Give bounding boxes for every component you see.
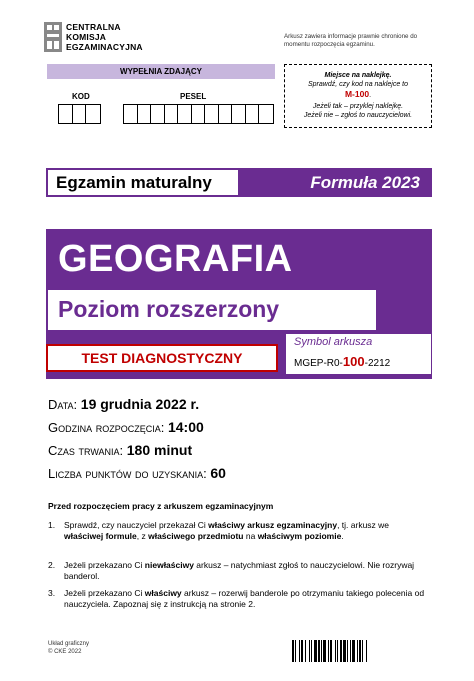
date-value: 19 grudnia 2022 r. <box>80 396 200 412</box>
exam-bar <box>46 168 432 197</box>
legal-notice: Arkusz zawiera informacje prawnie chronione do momentu rozpoczęcia egzaminu. <box>284 33 418 48</box>
instruction-item <box>48 520 428 542</box>
text: arkusz – natychmiast zgłoś to nauczycielowi. Nie rozrywaj banderol. <box>64 560 415 581</box>
text: na <box>243 531 258 541</box>
fill-in-header: WYPEŁNIA ZDAJĄCY <box>47 64 275 79</box>
text-bold: właściwy <box>144 588 182 598</box>
logo-line: CENTRALNA <box>66 22 121 32</box>
duration-value: 180 minut <box>126 442 193 458</box>
text: , tj. arkusz we <box>337 520 390 530</box>
subject-title: GEOGRAFIA <box>58 238 293 280</box>
symbol-label: Symbol arkusza <box>294 336 373 348</box>
cke-logo-icon <box>44 22 62 52</box>
footer-line: © CKE 2022 <box>48 648 82 655</box>
time-line <box>48 419 204 435</box>
symbol-mid: 100 <box>342 354 365 369</box>
exam-formula: Formuła 2023 <box>238 170 430 195</box>
points-value: 60 <box>210 465 226 481</box>
sticker-title: Miejsce na naklejkę. <box>324 72 392 79</box>
footer-line: Układ graficzny <box>48 641 90 647</box>
instructions-title: Przed rozpoczęciem pracy z arkuszem egzaminacyjnym <box>48 501 274 511</box>
text: Jeżeli przekazano Ci <box>64 560 145 570</box>
level-text: Poziom rozszerzony <box>58 296 280 322</box>
instruction-number: 3. <box>48 588 56 598</box>
duration-line <box>48 442 192 458</box>
text: Sprawdź, czy nauczyciel przekazał Ci <box>64 520 209 530</box>
symbol-suffix: -2212 <box>364 358 391 369</box>
symbol-prefix: MGEP-R0- <box>294 358 343 369</box>
time-value: 14:00 <box>167 419 204 435</box>
sticker-code-suffix: . <box>369 92 372 99</box>
exam-name: Egzamin maturalny <box>48 170 238 195</box>
text: , z <box>136 531 149 541</box>
sticker-area <box>284 64 432 128</box>
text: . <box>341 531 344 541</box>
sticker-check: Sprawdź, czy kod na naklejce to <box>308 81 408 88</box>
footer <box>48 641 89 656</box>
text: arkusz – rozerwij banderole po otrzymaniu takiego polecenia od nauczyciela. Zapoznaj się z instrukcją na stronie 2. <box>64 588 425 609</box>
symbol-code <box>294 354 390 369</box>
instruction-number: 1. <box>48 520 56 530</box>
text-bold: właściwej formule <box>64 531 137 541</box>
logo-line: EGZAMINACYJNA <box>66 42 143 52</box>
duration-label: Czas trwania: <box>48 443 124 458</box>
pesel-boxes[interactable] <box>123 104 274 124</box>
points-label: Liczba punktów do uzyskania: <box>48 466 207 481</box>
text-bold: niewłaściwy <box>144 560 194 570</box>
sticker-code: M-100 <box>344 89 370 99</box>
instruction-item <box>48 588 428 610</box>
date-label: Data: <box>48 397 78 412</box>
kod-boxes[interactable] <box>58 104 101 124</box>
text-bold: właściwego przedmiotu <box>148 531 244 541</box>
test-type: TEST DIAGNOSTYCZNY <box>46 344 278 372</box>
instruction-item <box>48 560 428 582</box>
text: Jeżeli przekazano Ci <box>64 588 145 598</box>
logo-line: KOMISJA <box>66 32 107 42</box>
kod-label: KOD <box>72 92 90 101</box>
time-label: Godzina rozpoczęcia: <box>48 420 165 435</box>
barcode-icon <box>292 640 432 662</box>
pesel-label: PESEL <box>180 92 207 101</box>
sticker-yes: Jeżeli tak – przyklej naklejkę. <box>312 103 404 110</box>
text-bold: właściwy arkusz egzaminacyjny <box>208 520 338 530</box>
points-line <box>48 465 226 481</box>
date-line <box>48 396 199 412</box>
instruction-number: 2. <box>48 560 56 570</box>
sticker-no: Jeżeli nie – zgłoś to nauczycielowi. <box>303 112 413 119</box>
cke-logo-text <box>66 22 143 52</box>
text-bold: właściwym poziomie <box>257 531 342 541</box>
